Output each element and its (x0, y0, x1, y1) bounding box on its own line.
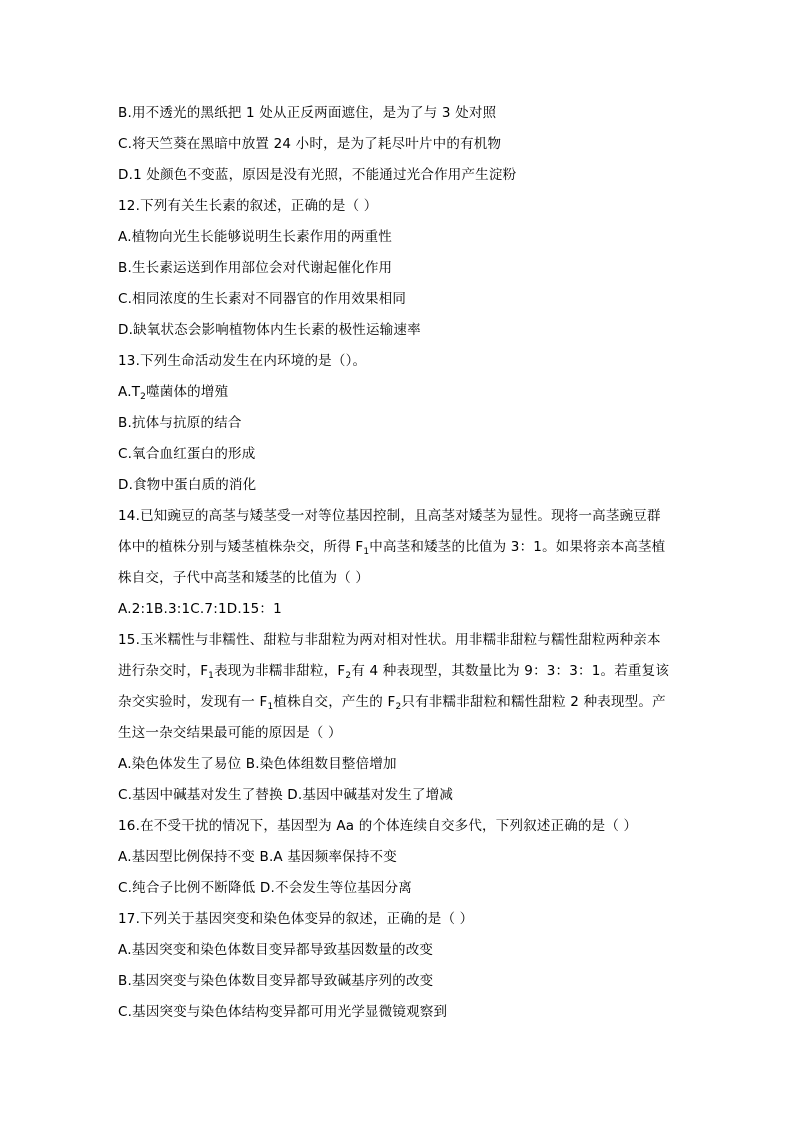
q12-option-a: A.植物向光生长能够说明生长素作用的两重性 (118, 229, 392, 245)
q15-stem-line2: 进行杂交时，$F_1$表现为非糯非甜粒，$F_2$有 4 种表现型，其数量比为 9：3：3：1。若重复该 (118, 663, 670, 681)
q12-option-c: C.相同浓度的生长素对不同器官的作用效果相同 (118, 291, 407, 307)
q16-stem: 16.在不受干扰的情况下，基因型为 Aa 的个体连续自交多代，下列叙述正确的是（ ） (118, 818, 638, 834)
q13-stem: 13.下列生命活动发生在内环境的是（）。 (118, 353, 367, 369)
q17-option-a: A.基因突变和染色体数目变异都导致基因数量的改变 (118, 942, 434, 958)
q17-stem: 17.下列关于基因突变和染色体变异的叙述，正确的是（ ） (118, 911, 474, 927)
q12-option-b: B.生长素运送到作用部位会对代谢起催化作用 (118, 260, 393, 276)
q15-options-cd: C.基因中碱基对发生了替换 D.基因中碱基对发生了增减 (118, 787, 454, 803)
q15-stem-line4: 生这一杂交结果最可能的原因是（ ） (118, 725, 342, 741)
q15-options-ab: A.染色体发生了易位 B.染色体组数目整倍增加 (118, 756, 397, 772)
q13-option-b: B.抗体与抗原的结合 (118, 415, 242, 431)
q14-options: A.2:1B.3:1C.7:1D.15：1 (118, 601, 282, 617)
q14-stem-line1: 14.已知豌豆的高茎与矮茎受一对等位基因控制，且高茎对矮茎为显性。现将一高茎豌豆群 (118, 508, 661, 524)
q11-option-c: C.将天竺葵在黑暗中放置 24 小时，是为了耗尽叶片中的有机物 (118, 136, 502, 152)
q15-stem-line1: 15.玉米糯性与非糯性、甜粒与非甜粒为两对相对性状。用非糯非甜粒与糯性甜粒两种亲本 (118, 632, 661, 648)
q17-option-b: B.基因突变与染色体数目变异都导致碱基序列的改变 (118, 973, 434, 989)
q14-stem-line3: 株自交，子代中高茎和矮茎的比值为（ ） (118, 570, 370, 586)
q14-stem-line2: 体中的植株分别与矮茎植株杂交，所得 $F_1$中高茎和矮茎的比值为 3：1。如果将亲本高茎植 (118, 539, 666, 557)
q12-option-d: D.缺氧状态会影响植物体内生长素的极性运输速率 (118, 322, 421, 338)
q15-stem-line3: 杂交实验时，发现有一 $F_1$植株自交，产生的 $F_2$只有非糯非甜粒和糯性甜粒 2 种表现型。产 (118, 694, 666, 712)
q16-options-ab: A.基因型比例保持不变 B.A 基因频率保持不变 (118, 849, 397, 865)
q16-options-cd: C.纯合子比例不断降低 D.不会发生等位基因分离 (118, 880, 412, 896)
q17-option-c: C.基因突变与染色体结构变异都可用光学显微镜观察到 (118, 1004, 448, 1020)
q11-option-d: D.1 处颜色不变蓝，原因是没有光照，不能通过光合作用产生淀粉 (118, 167, 517, 183)
q11-option-b: B.用不透光的黑纸把 1 处从正反两面遮住，是为了与 3 处对照 (118, 105, 497, 121)
q12-stem: 12.下列有关生长素的叙述，正确的是（ ） (118, 198, 378, 214)
q13-option-d: D.食物中蛋白质的消化 (118, 477, 257, 493)
q13-option-c: C.氧合血红蛋白的形成 (118, 446, 256, 462)
q13-option-a: $A.T_2$噬菌体的增殖 (118, 384, 229, 402)
